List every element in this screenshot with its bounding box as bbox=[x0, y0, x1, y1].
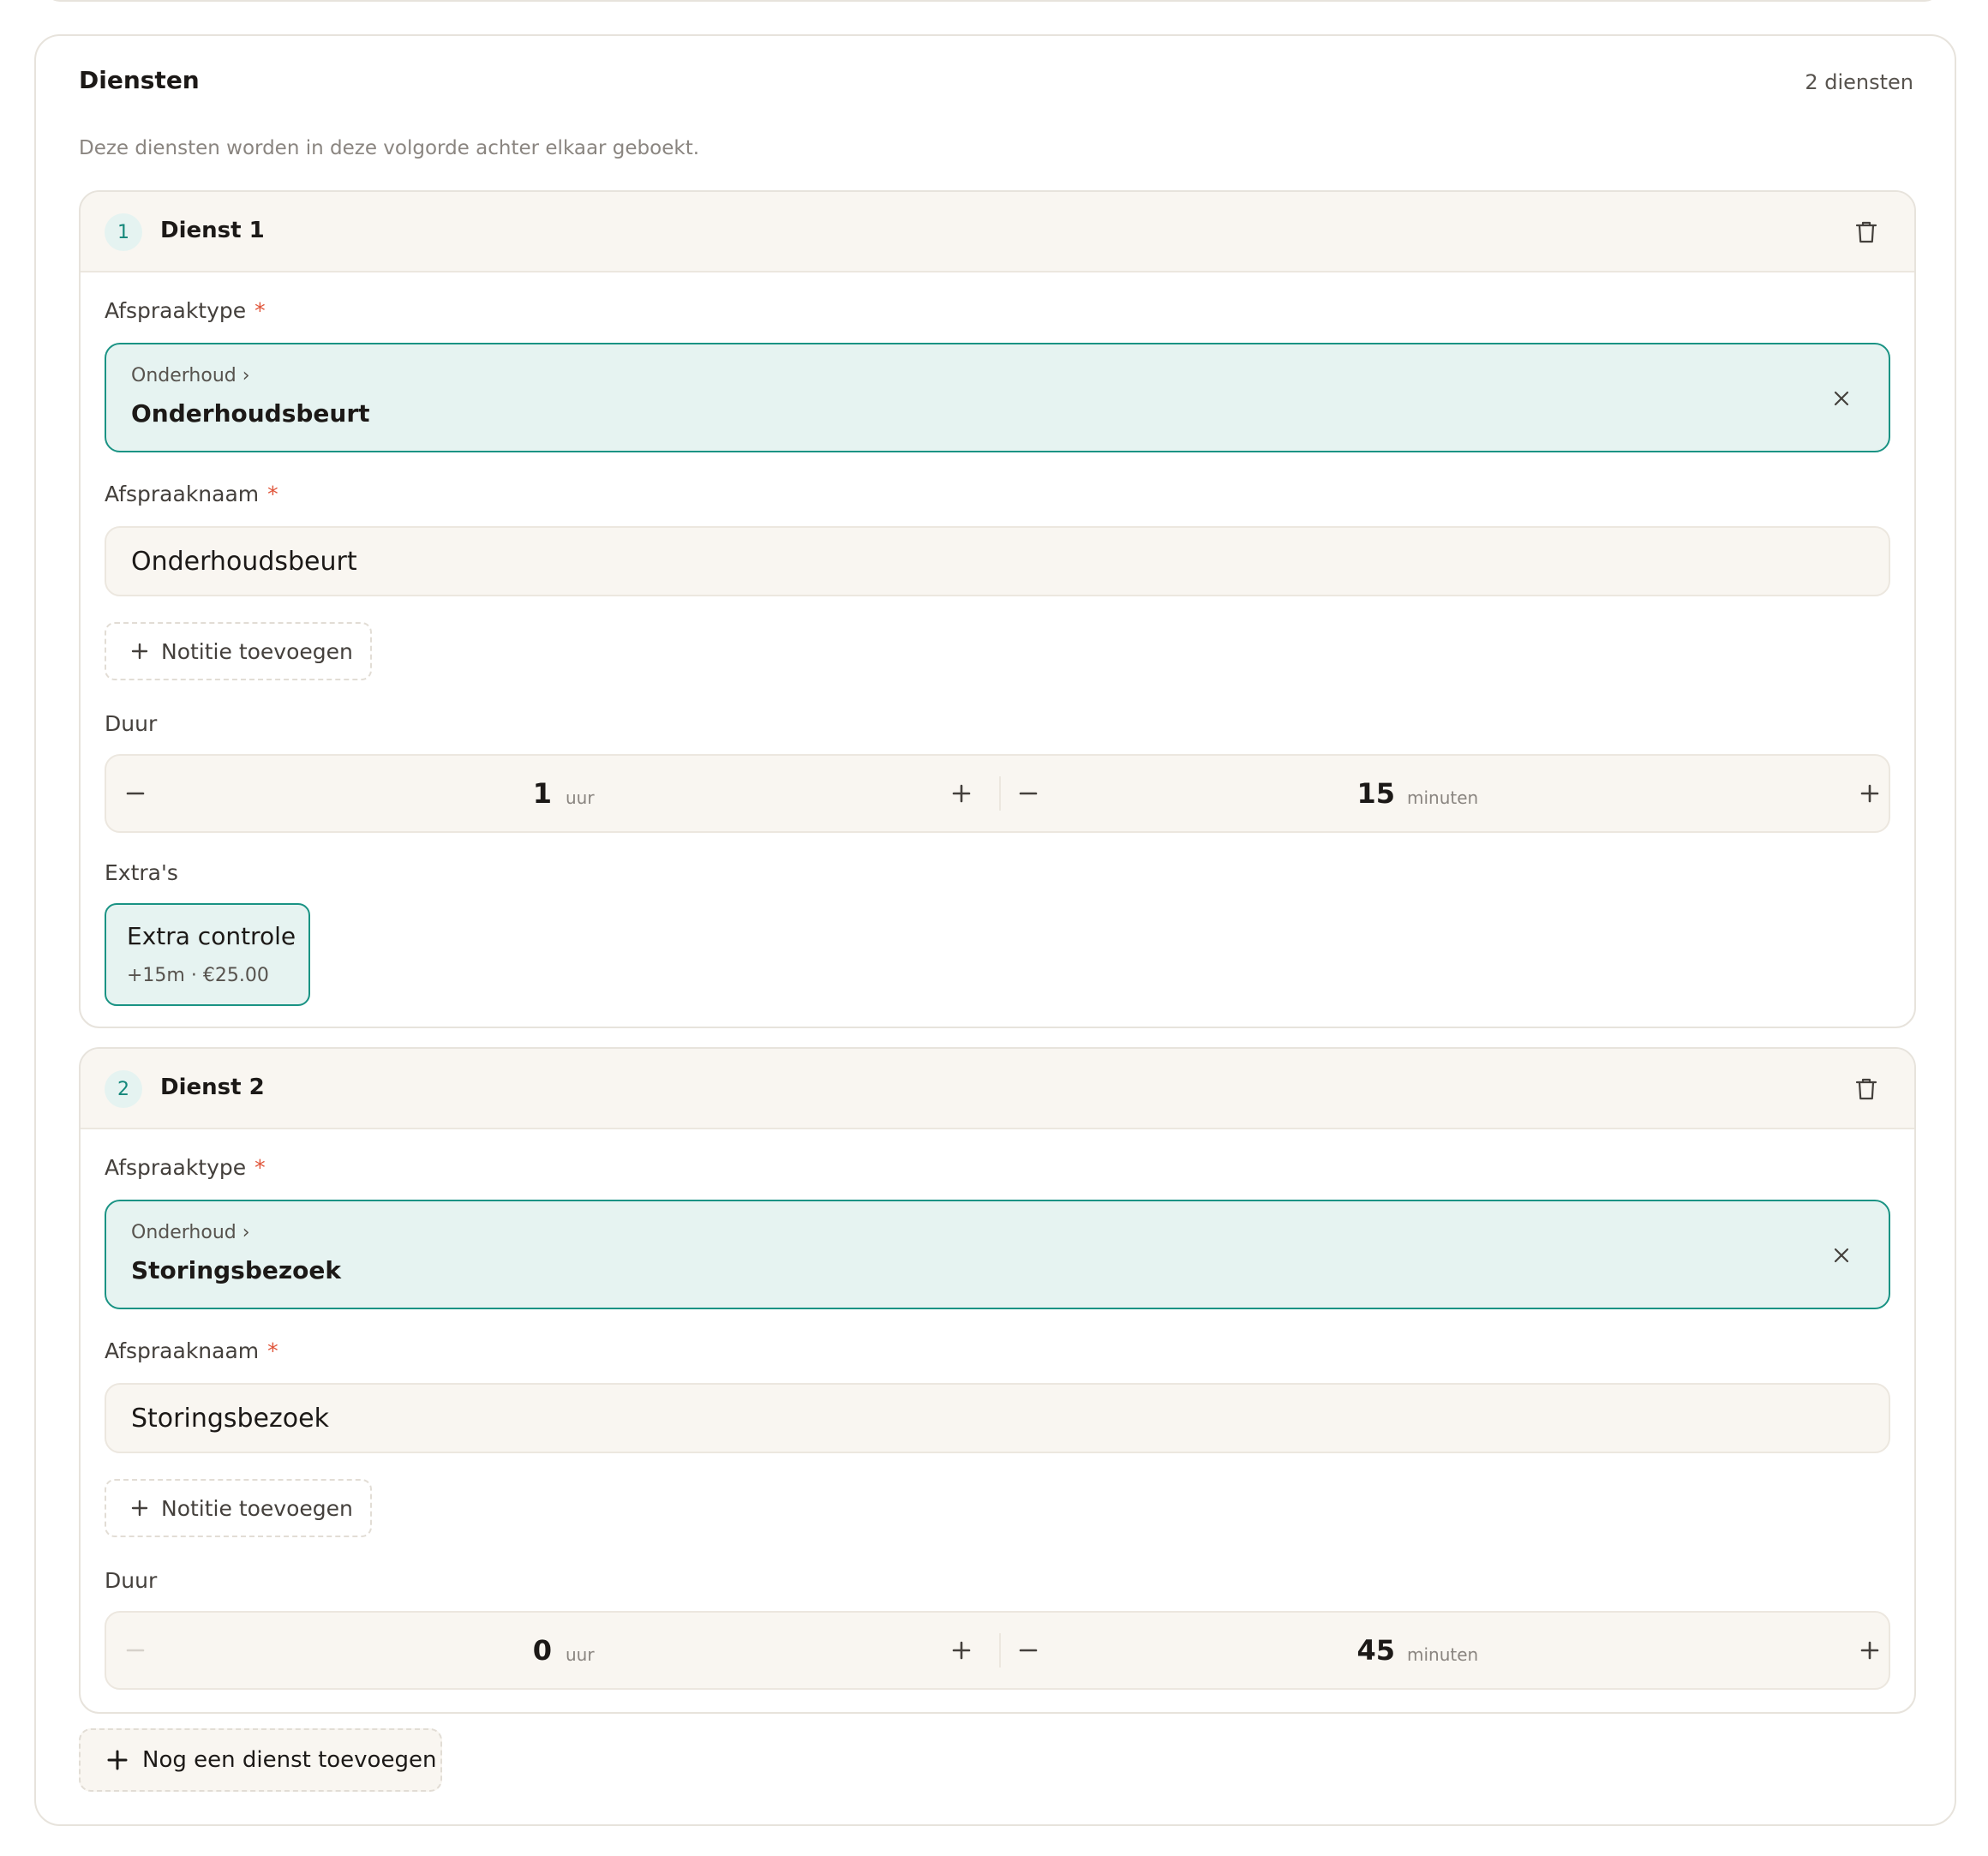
service-header bbox=[81, 192, 1914, 272]
add-service-button[interactable] bbox=[79, 1728, 442, 1792]
minus-icon bbox=[1019, 1649, 1038, 1652]
appointment-type-value: Storingsbezoek bbox=[131, 1256, 342, 1284]
add-note-label: Notitie toevoegen bbox=[161, 638, 353, 664]
appointment-name-input[interactable] bbox=[105, 1383, 1890, 1453]
minutes-value: 45 bbox=[1356, 1634, 1395, 1667]
minutes-unit: minuten bbox=[1407, 1644, 1479, 1665]
hours-stepper bbox=[106, 756, 999, 831]
minutes-stepper bbox=[999, 1633, 1892, 1667]
appointment-type-category: Onderhoud › bbox=[131, 365, 250, 386]
appointment-type-select[interactable] bbox=[105, 343, 1890, 452]
extra-name: Extra controle bbox=[127, 922, 296, 950]
hours-decrement-button[interactable] bbox=[118, 1633, 153, 1667]
plus-icon bbox=[130, 642, 149, 661]
hours-increment-button[interactable] bbox=[944, 1633, 979, 1667]
add-note-button[interactable] bbox=[105, 622, 372, 680]
close-icon bbox=[1833, 390, 1850, 407]
minutes-value: 15 bbox=[1356, 777, 1395, 810]
hours-value: 1 bbox=[532, 777, 552, 810]
plus-icon bbox=[952, 1641, 971, 1660]
delete-service-button[interactable] bbox=[1853, 1075, 1880, 1103]
extra-meta: +15m · €25.00 bbox=[127, 965, 269, 986]
duration-stepper bbox=[105, 1611, 1890, 1690]
plus-icon bbox=[106, 1749, 129, 1771]
required-marker: * bbox=[267, 1338, 278, 1363]
appointment-type-value: Onderhoudsbeurt bbox=[131, 399, 370, 428]
plus-icon bbox=[130, 1499, 149, 1518]
required-marker: * bbox=[254, 298, 266, 323]
duration-stepper bbox=[105, 754, 1890, 833]
appointment-name-label: Afspraaknaam * bbox=[105, 1338, 278, 1363]
minutes-decrement-button[interactable] bbox=[1011, 776, 1045, 811]
plus-icon bbox=[1860, 784, 1879, 803]
hours-decrement-button[interactable] bbox=[118, 776, 153, 811]
close-icon bbox=[1833, 1247, 1850, 1264]
service-card-2 bbox=[79, 1047, 1916, 1714]
extra-option[interactable] bbox=[105, 903, 310, 1006]
appointment-type-label: Afspraaktype * bbox=[105, 298, 266, 323]
service-number: 2 bbox=[105, 1070, 142, 1108]
appointment-type-category: Onderhoud › bbox=[131, 1222, 250, 1243]
section-title: Diensten bbox=[79, 66, 200, 94]
add-note-label: Notitie toevoegen bbox=[161, 1495, 353, 1521]
hours-stepper bbox=[106, 1613, 999, 1688]
minutes-stepper bbox=[999, 776, 1892, 811]
services-count: 2 diensten bbox=[1805, 70, 1913, 94]
appointment-name-label: Afspraaknaam * bbox=[105, 482, 278, 506]
add-service-label: Nog een dienst toevoegen bbox=[142, 1747, 437, 1773]
required-marker: * bbox=[267, 482, 278, 506]
hours-value: 0 bbox=[532, 1634, 552, 1667]
service-title: Dienst 1 bbox=[160, 218, 265, 243]
required-marker: * bbox=[254, 1155, 266, 1180]
service-number: 1 bbox=[105, 213, 142, 251]
minutes-unit: minuten bbox=[1407, 787, 1479, 808]
delete-service-button[interactable] bbox=[1853, 219, 1880, 246]
appointment-type-label: Afspraaktype * bbox=[105, 1155, 266, 1180]
minutes-increment-button[interactable] bbox=[1853, 1633, 1887, 1667]
plus-icon bbox=[952, 784, 971, 803]
duration-label: Duur bbox=[105, 711, 158, 736]
hours-unit: uur bbox=[566, 787, 595, 808]
extras-label: Extra's bbox=[105, 860, 178, 885]
section-description: Deze diensten worden in deze volgorde achter elkaar geboekt. bbox=[79, 137, 700, 159]
service-title: Dienst 2 bbox=[160, 1075, 265, 1100]
minutes-decrement-button[interactable] bbox=[1011, 1633, 1045, 1667]
plus-icon bbox=[1860, 1641, 1879, 1660]
minutes-increment-button[interactable] bbox=[1853, 776, 1887, 811]
clear-type-button[interactable] bbox=[1829, 386, 1854, 411]
duration-label: Duur bbox=[105, 1568, 158, 1593]
hours-increment-button[interactable] bbox=[944, 776, 979, 811]
service-card-1 bbox=[79, 190, 1916, 1028]
trash-icon bbox=[1855, 220, 1877, 244]
previous-card-edge bbox=[45, 0, 1940, 2]
clear-type-button[interactable] bbox=[1829, 1242, 1854, 1268]
trash-icon bbox=[1855, 1077, 1877, 1101]
add-note-button[interactable] bbox=[105, 1479, 372, 1537]
minus-icon bbox=[126, 1649, 145, 1652]
appointment-type-select[interactable] bbox=[105, 1200, 1890, 1309]
service-header bbox=[81, 1049, 1914, 1129]
appointment-name-input[interactable] bbox=[105, 526, 1890, 596]
minus-icon bbox=[126, 792, 145, 795]
minus-icon bbox=[1019, 792, 1038, 795]
services-card bbox=[34, 34, 1956, 1826]
hours-unit: uur bbox=[566, 1644, 595, 1665]
